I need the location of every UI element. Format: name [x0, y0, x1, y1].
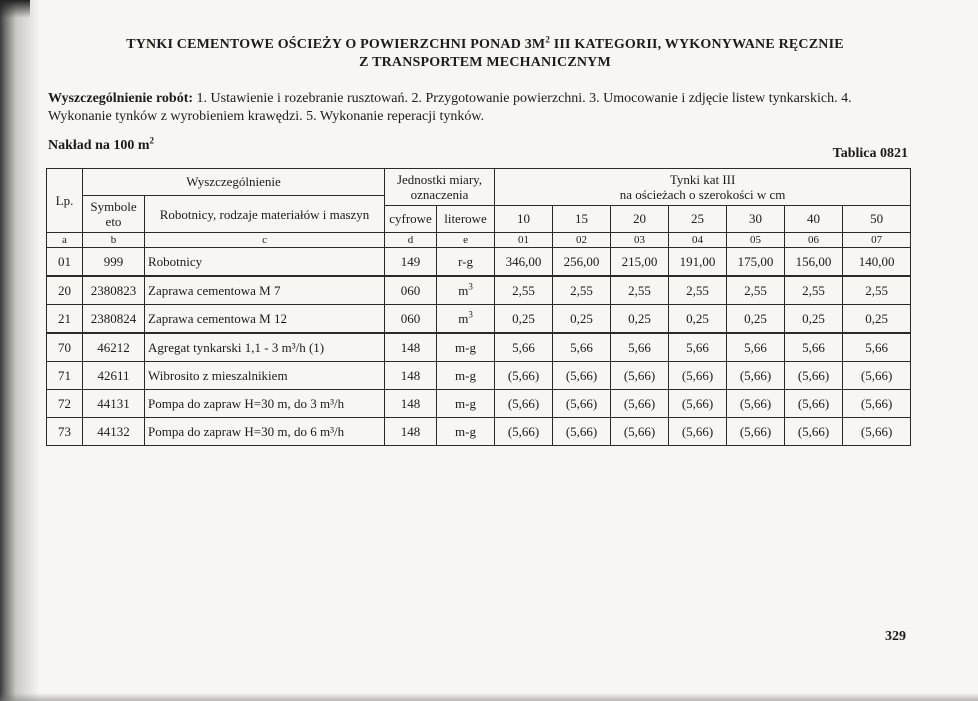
naklad-text: Nakład na 100 m: [48, 138, 150, 153]
table-row: [47, 362, 911, 390]
row-value: 5,66: [727, 333, 785, 362]
index-cell: e: [437, 233, 495, 248]
row-value: (5,66): [553, 418, 611, 446]
row-value: (5,66): [669, 390, 727, 418]
row-value: 0,25: [669, 305, 727, 334]
row-unit-letter-text: m-g: [455, 395, 476, 411]
row-name: Agregat tynkarski 1,1 - 3 m³/h (1): [145, 333, 385, 362]
row-lp: 72: [47, 390, 83, 418]
page-edge-shadow: [0, 0, 40, 701]
row-symbol: 2380824: [83, 305, 145, 334]
row-value: (5,66): [727, 390, 785, 418]
header-tynki-line-1: Tynki kat III: [669, 172, 736, 187]
row-unit-numeric: 148: [385, 390, 437, 418]
header-jednostki: Jednostki miary, oznaczenia: [385, 169, 495, 206]
index-cell: c: [145, 233, 385, 248]
table-number: Tablica 0821: [832, 146, 908, 161]
document-title: [60, 36, 910, 72]
header-width: 25: [669, 206, 727, 233]
row-name: Zaprawa cementowa M 7: [145, 276, 385, 305]
norms-table: [46, 168, 911, 446]
table-row: [47, 390, 911, 418]
row-value: (5,66): [669, 362, 727, 390]
row-value: 5,66: [669, 333, 727, 362]
row-unit-numeric: 148: [385, 418, 437, 446]
row-unit-numeric: 148: [385, 362, 437, 390]
row-unit-letter: [437, 418, 495, 446]
row-value: 256,00: [553, 248, 611, 277]
row-symbol: 42611: [83, 362, 145, 390]
row-value: 0,25: [785, 305, 843, 334]
header-width: 20: [611, 206, 669, 233]
row-symbol: 2380823: [83, 276, 145, 305]
works-description-text: 1. Ustawienie i rozebranie rusztowań. 2. Przygotowanie powierzchni. 3. Umocowanie i zdjęcie listew tynkarskich. 4. Wykonanie tynków z wyrobieniem krawędzi. 5. Wykonanie reperacji tynków.: [48, 91, 852, 124]
row-unit-numeric: 149: [385, 248, 437, 277]
page-number: 329: [885, 629, 906, 644]
row-value: (5,66): [843, 390, 911, 418]
row-unit-numeric: 060: [385, 305, 437, 334]
title-line-1: [60, 36, 910, 54]
header-symbole: Symbole eto: [83, 196, 145, 233]
row-value: 346,00: [495, 248, 553, 277]
row-symbol: 44131: [83, 390, 145, 418]
index-row: [47, 233, 911, 248]
table-row: [47, 418, 911, 446]
row-symbol: 999: [83, 248, 145, 277]
row-value: (5,66): [495, 390, 553, 418]
row-name: Pompa do zapraw H=30 m, do 3 m³/h: [145, 390, 385, 418]
works-description-label: Wyszczególnienie robót:: [48, 91, 194, 106]
row-value: (5,66): [495, 362, 553, 390]
row-unit-letter-sup: 3: [468, 281, 473, 292]
index-cell: a: [47, 233, 83, 248]
row-unit-letter-text: m-g: [455, 423, 476, 439]
row-unit-letter: [437, 362, 495, 390]
title-line-1-rest: III KATEGORII, WYKONYWANE RĘCZNIE: [550, 37, 844, 52]
row-value: 0,25: [727, 305, 785, 334]
header-wyszczegolnienie: Wyszczególnienie: [83, 169, 385, 196]
row-name: Robotnicy: [145, 248, 385, 277]
row-lp: 21: [47, 305, 83, 334]
row-unit-numeric: 060: [385, 276, 437, 305]
works-description: [48, 90, 918, 126]
header-tynki: [495, 169, 911, 206]
row-value: (5,66): [785, 390, 843, 418]
row-value: 2,55: [495, 276, 553, 305]
row-value: 175,00: [727, 248, 785, 277]
row-value: 191,00: [669, 248, 727, 277]
row-lp: 73: [47, 418, 83, 446]
row-value: 2,55: [727, 276, 785, 305]
row-value: (5,66): [611, 390, 669, 418]
data-rows: [47, 248, 911, 446]
table-row: [47, 276, 911, 305]
row-value: 0,25: [843, 305, 911, 334]
index-cell: 03: [611, 233, 669, 248]
row-value: (5,66): [669, 418, 727, 446]
header-width: 10: [495, 206, 553, 233]
row-lp: 71: [47, 362, 83, 390]
index-cell: b: [83, 233, 145, 248]
row-unit-letter: [437, 276, 495, 305]
row-value: (5,66): [553, 390, 611, 418]
row-unit-letter-text: m-g: [455, 339, 476, 355]
title-line-2: Z TRANSPORTEM MECHANICZNYM: [359, 55, 611, 70]
row-name: Zaprawa cementowa M 12: [145, 305, 385, 334]
row-value: 140,00: [843, 248, 911, 277]
row-unit-letter: [437, 248, 495, 277]
row-symbol: 44132: [83, 418, 145, 446]
row-unit-letter: [437, 305, 495, 334]
row-lp: 20: [47, 276, 83, 305]
index-cell: 04: [669, 233, 727, 248]
row-unit-letter-text: m: [458, 282, 469, 298]
row-value: 0,25: [611, 305, 669, 334]
row-value: (5,66): [727, 362, 785, 390]
row-unit-letter-sup: 3: [468, 309, 473, 320]
header-robotnicy: Robotnicy, rodzaje materiałów i maszyn: [145, 196, 385, 233]
header-tynki-line-2: na ościeżach o szerokości w cm: [619, 187, 786, 202]
row-value: 5,66: [553, 333, 611, 362]
header-cyfrowe: cyfrowe: [385, 206, 437, 233]
header-width: 15: [553, 206, 611, 233]
row-value: (5,66): [785, 418, 843, 446]
row-value: 215,00: [611, 248, 669, 277]
table-row: [47, 333, 911, 362]
row-value: 5,66: [785, 333, 843, 362]
row-value: (5,66): [843, 362, 911, 390]
row-unit-numeric: 148: [385, 333, 437, 362]
header-lp: Lp.: [47, 169, 83, 233]
row-symbol: 46212: [83, 333, 145, 362]
row-value: 2,55: [611, 276, 669, 305]
naklad-sup: 2: [149, 135, 155, 146]
table-row: [47, 248, 911, 277]
row-value: 2,55: [669, 276, 727, 305]
row-value: 156,00: [785, 248, 843, 277]
row-unit-letter: [437, 333, 495, 362]
header-width: 40: [785, 206, 843, 233]
row-value: 5,66: [611, 333, 669, 362]
row-value: 2,55: [553, 276, 611, 305]
row-lp: 01: [47, 248, 83, 277]
index-cell: 02: [553, 233, 611, 248]
row-value: (5,66): [553, 362, 611, 390]
page-bottom-shadow: [0, 693, 978, 701]
index-cell: 05: [727, 233, 785, 248]
table-row: [47, 305, 911, 334]
header-width: 30: [727, 206, 785, 233]
row-value: (5,66): [785, 362, 843, 390]
row-value: (5,66): [611, 418, 669, 446]
row-unit-letter-text: m-g: [455, 367, 476, 383]
row-value: 2,55: [843, 276, 911, 305]
title-line-1-text: TYNKI CEMENTOWE OŚCIEŻY O POWIERZCHNI PONAD 3M: [126, 37, 546, 52]
header-width: 50: [843, 206, 911, 233]
row-value: (5,66): [611, 362, 669, 390]
index-cell: 01: [495, 233, 553, 248]
row-value: 0,25: [553, 305, 611, 334]
row-value: (5,66): [727, 418, 785, 446]
row-value: 5,66: [495, 333, 553, 362]
index-cell: d: [385, 233, 437, 248]
row-lp: 70: [47, 333, 83, 362]
header-literowe: literowe: [437, 206, 495, 233]
row-value: (5,66): [495, 418, 553, 446]
row-unit-letter: [437, 390, 495, 418]
row-unit-letter-text: m: [458, 310, 469, 326]
row-value: 0,25: [495, 305, 553, 334]
row-value: 5,66: [843, 333, 911, 362]
row-value: 2,55: [785, 276, 843, 305]
naklad-label: [48, 135, 155, 154]
title-sup: 2: [545, 34, 551, 45]
row-name: Pompa do zapraw H=30 m, do 6 m³/h: [145, 418, 385, 446]
page-corner-shadow: [0, 0, 30, 18]
index-cell: 06: [785, 233, 843, 248]
row-name: Wibrosito z mieszalnikiem: [145, 362, 385, 390]
row-value: (5,66): [843, 418, 911, 446]
index-cell: 07: [843, 233, 911, 248]
row-unit-letter-text: r-g: [458, 253, 473, 269]
